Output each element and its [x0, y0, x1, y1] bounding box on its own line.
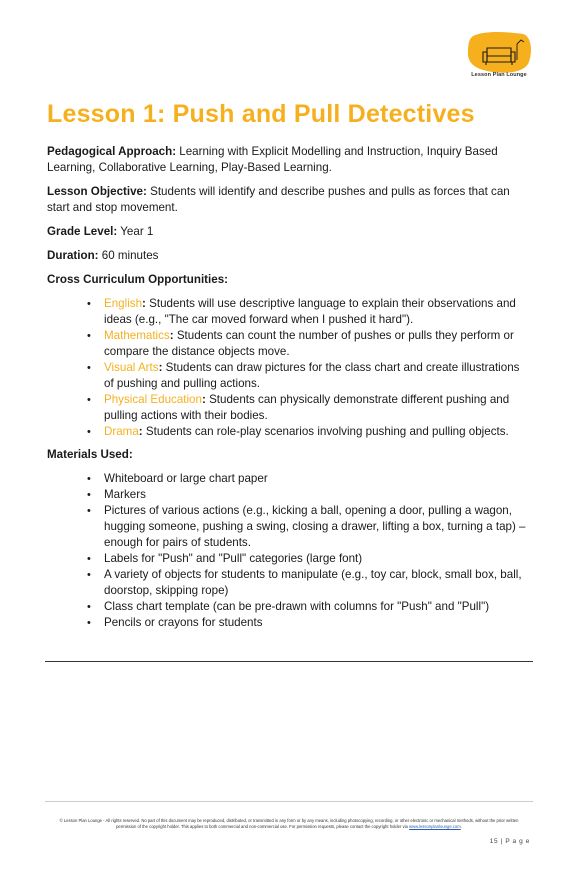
- list-item: • Labels for "Push" and "Pull" categories (large font): [47, 551, 532, 567]
- duration-text: 60 minutes: [98, 249, 159, 262]
- list-item: • English: Students will use descriptive language to explain their observations and ideas (e.g., "The car moved forward when I pushed it hard").: [47, 296, 532, 328]
- pedagogical-approach: [47, 144, 532, 176]
- subject-description: Students can count the number of pushes or pulls they perform or compare the distance objects move.: [104, 329, 514, 358]
- page-number: [470, 838, 530, 845]
- website-link[interactable]: www.lessonplanlounge.com: [409, 824, 461, 829]
- objective-label: Lesson Objective:: [47, 185, 147, 198]
- footer-divider: [45, 801, 533, 802]
- lesson-content: [47, 144, 532, 638]
- page-word: P a g e: [505, 838, 530, 845]
- list-item: • Mathematics: Students can count the number of pushes or pulls they perform or compare the distance objects move.: [47, 328, 532, 360]
- page-number-value: 15: [489, 838, 499, 845]
- cross-curriculum-heading: Cross Curriculum Opportunities:: [47, 273, 229, 286]
- duration: [47, 248, 532, 264]
- lesson-objective: [47, 184, 532, 216]
- list-item: • Physical Education: Students can physically demonstrate different pushing and pulling actions with their bodies.: [47, 392, 532, 424]
- grade-label: Grade Level:: [47, 225, 118, 238]
- subject-label: English: [104, 297, 143, 310]
- subject-description: Students can role-play scenarios involving pushing and pulling objects.: [142, 425, 509, 438]
- subject-description: Students can draw pictures for the class chart and create illustrations of pushing and pulling actions.: [104, 361, 520, 390]
- logo-blob-icon: [468, 32, 531, 73]
- subject-description: Students will use descriptive language to explain their observations and ideas (e.g., "The car moved forward when I pushed it hard").: [104, 297, 516, 326]
- subject-description: Students can physically demonstrate different pushing and pulling actions with their bodies.: [104, 393, 510, 422]
- duration-label: Duration:: [47, 249, 99, 262]
- grade-text: Year 1: [117, 225, 154, 238]
- materials-list: [47, 471, 532, 631]
- list-item: • Drama: Students can role-play scenarios involving pushing and pulling objects.: [47, 424, 532, 440]
- grade-level: [47, 224, 532, 240]
- subject-label: Mathematics: [104, 329, 170, 342]
- copyright-text: © Lesson Plan Lounge - All rights reserved. No part of this document may be reproduced, distributed, or transmitted in any form or by any means, including photocopying, recording, or other electronic or mechanical methods, without the prior written permission of the copyright holder. This applies to both commercial and non-commercial use. For permission requests, please contact the copyright holder via: [59, 818, 519, 829]
- list-item: • A variety of objects for students to manipulate (e.g., toy car, block, small box, ball, doorstop, skipping rope): [47, 567, 532, 599]
- logo-caption: Lesson Plan Lounge: [471, 72, 527, 78]
- list-item: • Pencils or crayons for students: [47, 615, 532, 631]
- pedagogical-text: Learning with Explicit Modelling and Instruction, Inquiry Based Learning, Collaborative Learning, Play-Based Learning.: [47, 145, 498, 174]
- materials-heading: Materials Used:: [47, 448, 133, 461]
- list-item: • Visual Arts: Students can draw pictures for the class chart and create illustrations of pushing and pulling actions.: [47, 360, 532, 392]
- lesson-title: Lesson 1: Push and Pull Detectives: [47, 100, 475, 128]
- link-suffix: .: [460, 824, 462, 829]
- list-item: • Pictures of various actions (e.g., kicking a ball, opening a door, pulling a wagon, hugging someone, pushing a swing, closing a drawer, lifting a box, turning a tap) – enough for pairs of students.: [47, 503, 532, 551]
- objective-text: Students will identify and describe pushes and pulls as forces that can start and stop movement.: [47, 185, 510, 214]
- page-separator: |: [500, 838, 503, 845]
- subject-label: Physical Education: [104, 393, 202, 406]
- cross-curriculum-list: [47, 296, 532, 440]
- footer-copyright: [52, 818, 526, 830]
- list-item: • Markers: [47, 487, 532, 503]
- section-divider: [45, 661, 533, 662]
- subject-label: Drama: [104, 425, 139, 438]
- pedagogical-label: Pedagogical Approach:: [47, 145, 177, 158]
- subject-label: Visual Arts: [104, 361, 159, 374]
- list-item: • Class chart template (can be pre-drawn with columns for "Push" and "Pull"): [47, 599, 532, 615]
- list-item: • Whiteboard or large chart paper: [47, 471, 532, 487]
